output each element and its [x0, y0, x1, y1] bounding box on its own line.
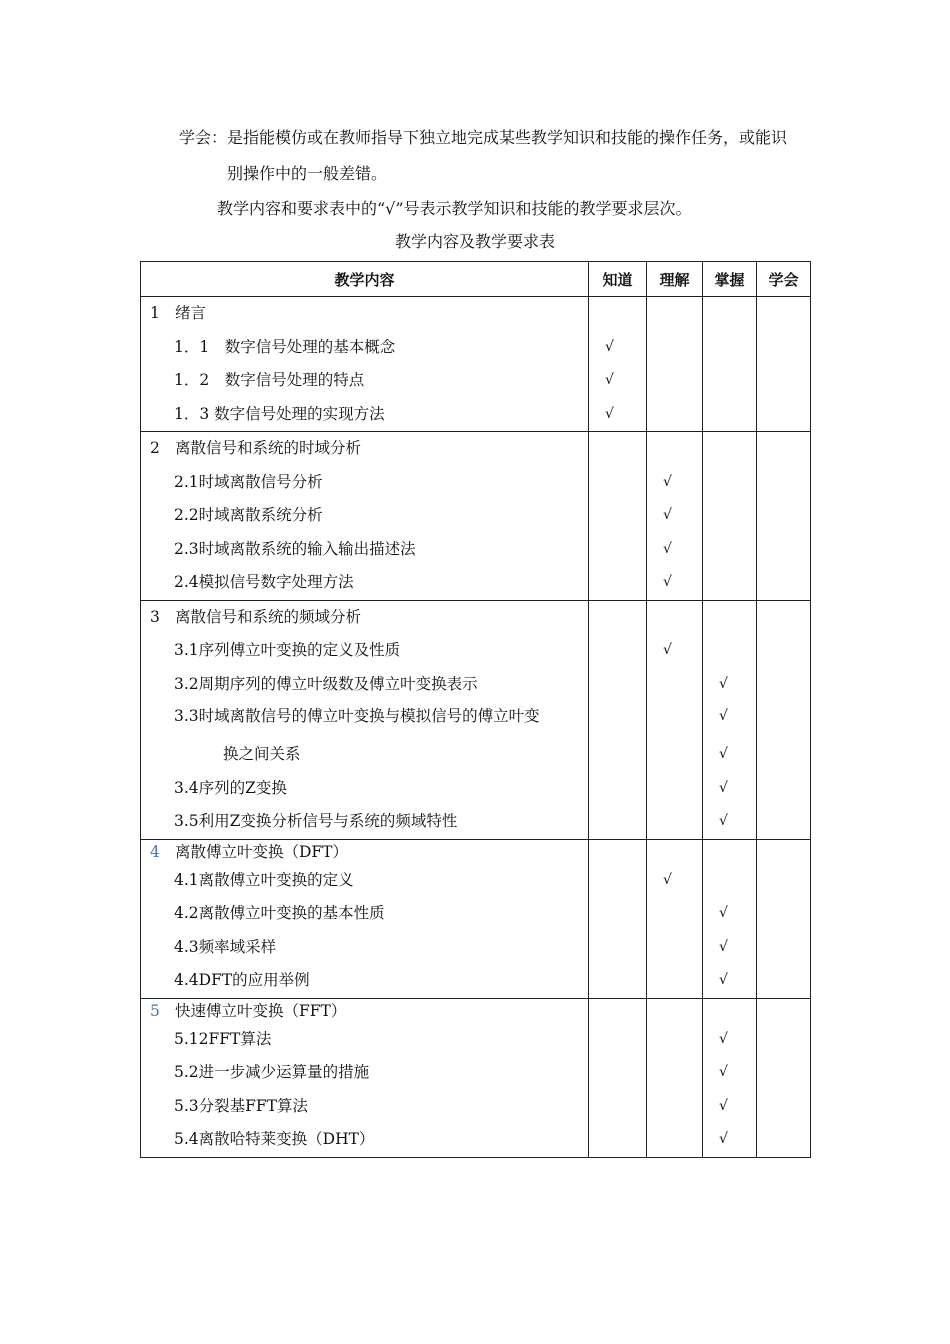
content-item: 5.3分裂基FFT算法 [174, 1096, 308, 1115]
level-cell [647, 600, 703, 839]
level-cell [589, 432, 647, 601]
content-cell [141, 432, 589, 601]
check-mark: √ [719, 779, 728, 796]
content-item: 5.2进一步减少运算量的措施 [174, 1063, 370, 1081]
content-cell [141, 297, 589, 432]
level-cell [647, 839, 703, 998]
level-cell [703, 297, 757, 432]
definition-paragraph-line2: 别操作中的一般差错。 [227, 164, 388, 183]
content-cell [141, 600, 589, 839]
content-item: 换之间关系 [223, 745, 301, 763]
level-cell [589, 839, 647, 998]
section-number: 5 [150, 1001, 160, 1020]
content-item: 2.4模拟信号数字处理方法 [174, 573, 354, 591]
level-cell [589, 297, 647, 432]
check-mark: √ [719, 1131, 728, 1147]
check-mark: √ [719, 708, 728, 724]
content-item: 4.3频率域采样 [174, 937, 277, 956]
table-row [141, 998, 811, 1157]
check-mark: √ [719, 746, 728, 762]
section-heading [141, 432, 588, 466]
table-row [141, 432, 811, 601]
check-mark: √ [663, 642, 672, 658]
check-mark: √ [605, 338, 614, 355]
header-content: 教学内容 [141, 262, 589, 297]
content-item: 3.3时域离散信号的傅立叶变换与模拟信号的傅立叶变 [174, 707, 540, 725]
section-heading [141, 840, 588, 864]
level-cell [703, 998, 757, 1157]
check-mark: √ [719, 905, 728, 921]
content-cell [141, 998, 589, 1157]
check-mark: √ [605, 405, 614, 422]
check-mark: √ [719, 938, 728, 955]
level-cell [589, 998, 647, 1157]
content-item: 3.5利用Z变换分析信号与系统的频域特性 [174, 812, 458, 830]
table-header-row [141, 262, 811, 297]
content-item: 1．2 数字信号处理的特点 [174, 371, 365, 389]
check-mark: √ [605, 372, 614, 388]
check-mark-note: 教学内容和要求表中的“√”号表示教学知识和技能的教学要求层次。 [217, 199, 692, 218]
check-mark: √ [719, 1064, 728, 1080]
content-item: 2.3时域离散系统的输入输出描述法 [174, 539, 416, 558]
check-mark: √ [663, 473, 672, 490]
level-cell [589, 600, 647, 839]
section-number: 4 [150, 842, 160, 861]
check-mark: √ [663, 540, 672, 557]
check-mark: √ [663, 507, 672, 523]
section-title: 绪言 [175, 304, 207, 322]
content-item: 4.1离散傅立叶变换的定义 [174, 870, 354, 889]
check-mark: √ [719, 675, 728, 692]
level-cell [703, 839, 757, 998]
header-learn: 学会 [757, 262, 811, 297]
table-row [141, 600, 811, 839]
section-title: 快速傅立叶变换（FFT） [175, 1001, 347, 1020]
check-mark: √ [719, 1030, 728, 1047]
check-mark: √ [719, 972, 728, 988]
section-title: 离散傅立叶变换（DFT） [175, 842, 349, 861]
section-number: 2 [150, 439, 160, 457]
level-cell [703, 600, 757, 839]
level-cell [757, 432, 811, 601]
level-cell [647, 432, 703, 601]
table-row [141, 297, 811, 432]
section-number: 1 [150, 304, 160, 322]
check-mark: √ [719, 813, 728, 829]
content-item: 4.4DFT的应用举例 [174, 971, 310, 989]
header-know: 知道 [589, 262, 647, 297]
level-cell [647, 297, 703, 432]
content-item: 2.1时域离散信号分析 [174, 472, 323, 491]
level-cell [757, 600, 811, 839]
content-item: 1．1 数字信号处理的基本概念 [174, 337, 396, 356]
content-item: 3.2周期序列的傅立叶级数及傅立叶变换表示 [174, 674, 478, 693]
content-item: 1．3 数字信号处理的实现方法 [174, 404, 385, 423]
content-item: 5.4离散哈特莱变换（DHT） [174, 1130, 375, 1148]
table-row [141, 839, 811, 998]
content-item: 2.2时域离散系统分析 [174, 506, 323, 524]
check-mark: √ [719, 1097, 728, 1114]
check-mark: √ [663, 574, 672, 590]
content-cell [141, 839, 589, 998]
content-item: 4.2离散傅立叶变换的基本性质 [174, 904, 385, 922]
header-understand: 理解 [647, 262, 703, 297]
level-cell [647, 998, 703, 1157]
section-heading [141, 999, 588, 1023]
level-cell [757, 839, 811, 998]
level-cell [757, 998, 811, 1157]
header-master: 掌握 [703, 262, 757, 297]
check-mark: √ [663, 871, 672, 888]
requirements-table [140, 261, 811, 1158]
content-item: 5.12FFT算法 [174, 1029, 272, 1048]
level-cell [757, 297, 811, 432]
section-title: 离散信号和系统的频域分析 [175, 607, 362, 626]
section-title: 离散信号和系统的时域分析 [175, 439, 362, 457]
section-number: 3 [150, 607, 160, 626]
table-body [141, 297, 811, 1158]
content-item: 3.4序列的Z变换 [174, 778, 287, 797]
section-heading [141, 297, 588, 331]
definition-paragraph-line1: 学会：是指能模仿或在教师指导下独立地完成某些教学知识和技能的操作任务，或能识 [179, 128, 788, 147]
content-item: 3.1序列傅立叶变换的定义及性质 [174, 641, 401, 659]
table-caption: 教学内容及教学要求表 [394, 232, 555, 251]
level-cell [703, 432, 757, 601]
section-heading [141, 601, 588, 635]
